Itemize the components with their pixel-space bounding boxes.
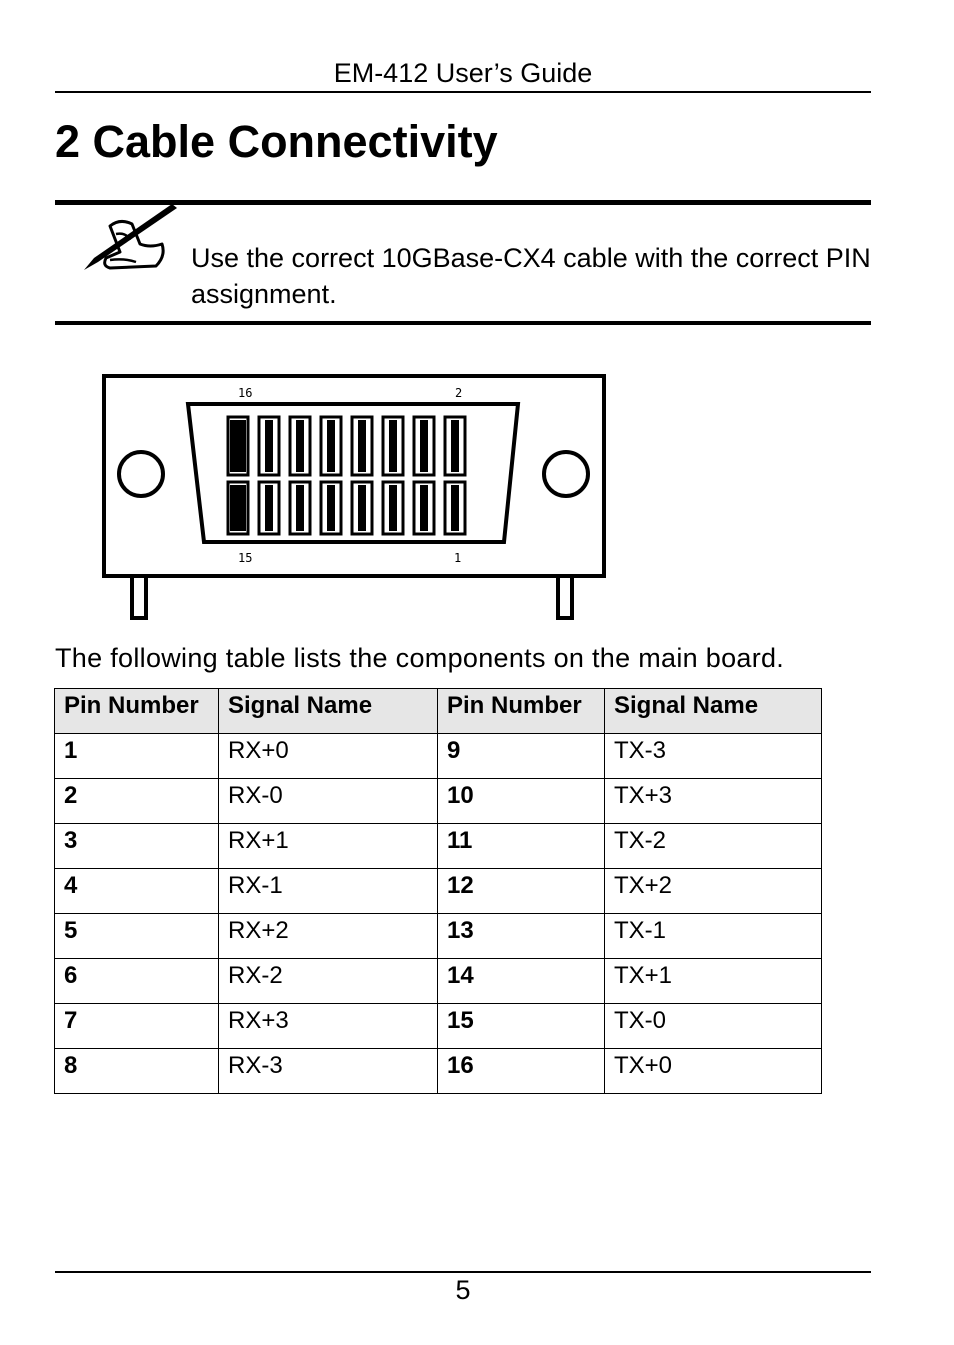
pin-number-cell: 9 bbox=[438, 734, 605, 779]
signal-name-cell: TX-3 bbox=[605, 734, 822, 779]
signal-name-cell: TX+3 bbox=[605, 779, 822, 824]
pin-label-2: 2 bbox=[455, 386, 463, 400]
signal-name-cell: TX+1 bbox=[605, 959, 822, 1004]
pen-hand-note-icon bbox=[80, 204, 180, 274]
chapter-title: 2 Cable Connectivity bbox=[55, 116, 498, 167]
signal-name-cell: RX-0 bbox=[219, 779, 438, 824]
connector-pin-contact bbox=[451, 420, 459, 472]
signal-name-cell: TX+2 bbox=[605, 869, 822, 914]
signal-name-cell: RX-2 bbox=[219, 959, 438, 1004]
pin-number-cell: 2 bbox=[55, 779, 219, 824]
table-row bbox=[55, 1049, 822, 1094]
pin-number-cell: 15 bbox=[438, 1004, 605, 1049]
header-signal-name-2: Signal Name bbox=[605, 689, 822, 734]
signal-name-cell: RX-3 bbox=[219, 1049, 438, 1094]
left-mounting-leg bbox=[132, 576, 146, 618]
table-row bbox=[55, 1004, 822, 1049]
pin-label-1: 1 bbox=[454, 551, 462, 565]
signal-name-cell: RX+3 bbox=[219, 1004, 438, 1049]
connector-pin-contact bbox=[265, 485, 273, 531]
signal-name-cell: TX-1 bbox=[605, 914, 822, 959]
pin-number-cell: 7 bbox=[55, 1004, 219, 1049]
signal-name-cell: TX-2 bbox=[605, 824, 822, 869]
running-header: EM-412 User’s Guide bbox=[333, 58, 593, 88]
header-pin-number-1: Pin Number bbox=[55, 689, 219, 734]
pin-number-cell: 6 bbox=[55, 959, 219, 1004]
signal-name-cell: RX+1 bbox=[219, 824, 438, 869]
pin-label-16: 16 bbox=[238, 386, 253, 400]
table-row bbox=[55, 914, 822, 959]
note-rule-bottom bbox=[55, 321, 871, 325]
connector-pin-contact bbox=[230, 485, 246, 531]
connector-pin-contact bbox=[327, 485, 335, 531]
pin-label-15: 15 bbox=[238, 551, 253, 565]
right-mounting-leg bbox=[558, 576, 572, 618]
table-row bbox=[55, 824, 822, 869]
connector-pin-contact bbox=[358, 485, 366, 531]
pin-number-cell: 3 bbox=[55, 824, 219, 869]
connector-pin-contact bbox=[389, 485, 397, 531]
pin-number-cell: 5 bbox=[55, 914, 219, 959]
connector-pin-contact bbox=[230, 420, 246, 472]
pin-assignment-table bbox=[54, 688, 822, 1094]
table-row bbox=[55, 734, 822, 779]
pin-number-cell: 4 bbox=[55, 869, 219, 914]
pin-number-cell: 16 bbox=[438, 1049, 605, 1094]
connector-pin-contact bbox=[296, 420, 304, 472]
connector-pin-contact bbox=[327, 420, 335, 472]
table-row bbox=[55, 869, 822, 914]
note-text: Use the correct 10GBase-CX4 cable with the correct PIN assignment. bbox=[191, 243, 871, 309]
pin-number-cell: 1 bbox=[55, 734, 219, 779]
table-header-row bbox=[55, 689, 822, 734]
pin-number-cell: 13 bbox=[438, 914, 605, 959]
signal-name-cell: RX-1 bbox=[219, 869, 438, 914]
pin-number-cell: 8 bbox=[55, 1049, 219, 1094]
header-pin-number-2: Pin Number bbox=[438, 689, 605, 734]
signal-name-cell: RX+2 bbox=[219, 914, 438, 959]
intro-text: The following table lists the components on the main board. bbox=[55, 643, 785, 673]
connector-pin-contact bbox=[265, 420, 273, 472]
connector-pin-contact bbox=[296, 485, 304, 531]
table-row bbox=[55, 959, 822, 1004]
page-number: 5 bbox=[455, 1275, 471, 1305]
header-signal-name-1: Signal Name bbox=[219, 689, 438, 734]
connector-pin-contact bbox=[420, 485, 428, 531]
cx4-connector-diagram bbox=[100, 372, 608, 622]
pin-number-cell: 12 bbox=[438, 869, 605, 914]
pin-number-cell: 10 bbox=[438, 779, 605, 824]
signal-name-cell: RX+0 bbox=[219, 734, 438, 779]
signal-name-cell: TX-0 bbox=[605, 1004, 822, 1049]
connector-pin-contact bbox=[420, 420, 428, 472]
signal-name-cell: TX+0 bbox=[605, 1049, 822, 1094]
pin-number-cell: 14 bbox=[438, 959, 605, 1004]
connector-pin-contact bbox=[451, 485, 459, 531]
table-row bbox=[55, 779, 822, 824]
pin-number-cell: 11 bbox=[438, 824, 605, 869]
connector-pin-contact bbox=[358, 420, 366, 472]
connector-pin-contact bbox=[389, 420, 397, 472]
footer-rule bbox=[55, 1271, 871, 1273]
header-rule bbox=[55, 91, 871, 93]
